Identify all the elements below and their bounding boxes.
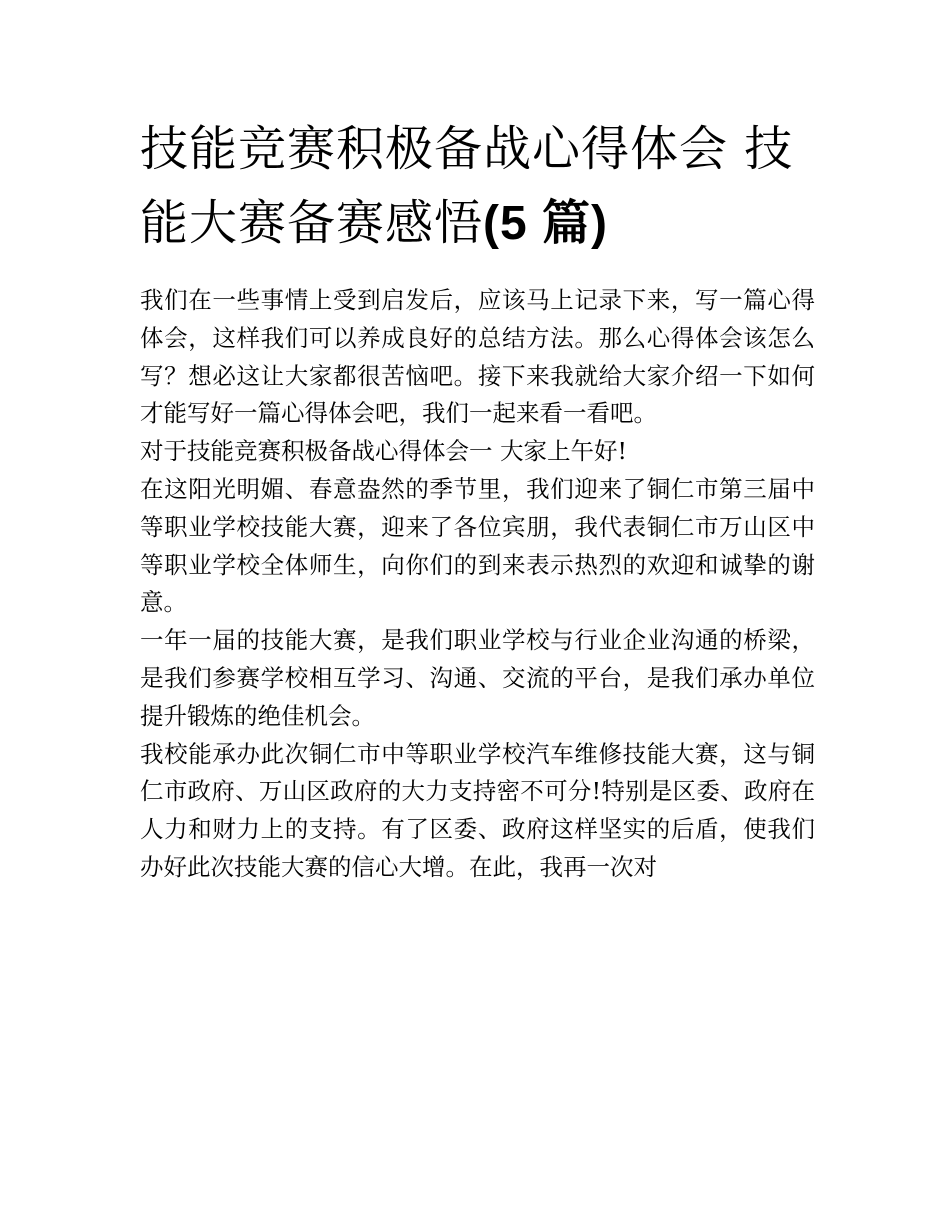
paragraph-intro: 我们在一些事情上受到启发后，应该马上记录下来，写一篇心得体会，这样我们可以养成良好的总结方法。那么心得体会该怎么写？想必这让大家都很苦恼吧。接下来我就给大家介绍一下如何才能写好一篇心得体会吧，我们一起来看一看吧。: [140, 286, 815, 428]
paragraph-bridge: 一年一届的技能大赛，是我们职业学校与行业企业沟通的桥梁，是我们参赛学校相互学习、沟通、交流的平台，是我们承办单位提升锻炼的绝佳机会。: [140, 626, 815, 730]
document-body: [140, 282, 815, 887]
paragraph-welcome: 在这阳光明媚、春意盎然的季节里，我们迎来了铜仁市第三届中等职业学校技能大赛，迎来了各位宾朋，我代表铜仁市万山区中等职业学校全体师生，向你们的到来表示热烈的欢迎和诚挚的谢意。: [140, 474, 815, 617]
title-main-text: 技能竞赛积极备战心得体会 技能大赛备赛感悟: [140, 121, 794, 251]
document-title: [140, 112, 820, 261]
paragraph-greeting: 对于技能竞赛积极备战心得体会一 大家上午好!: [140, 437, 627, 466]
paragraph-support: 我校能承办此次铜仁市中等职业学校汽车维修技能大赛，这与铜仁市政府、万山区政府的大力支持密不可分!特别是区委、政府在人力和财力上的支持。有了区委、政府这样坚实的后盾，使我们办好此次技能大赛的信心大增。在此，我再一次对: [140, 739, 815, 881]
title-count-text: (5 篇): [483, 197, 609, 250]
